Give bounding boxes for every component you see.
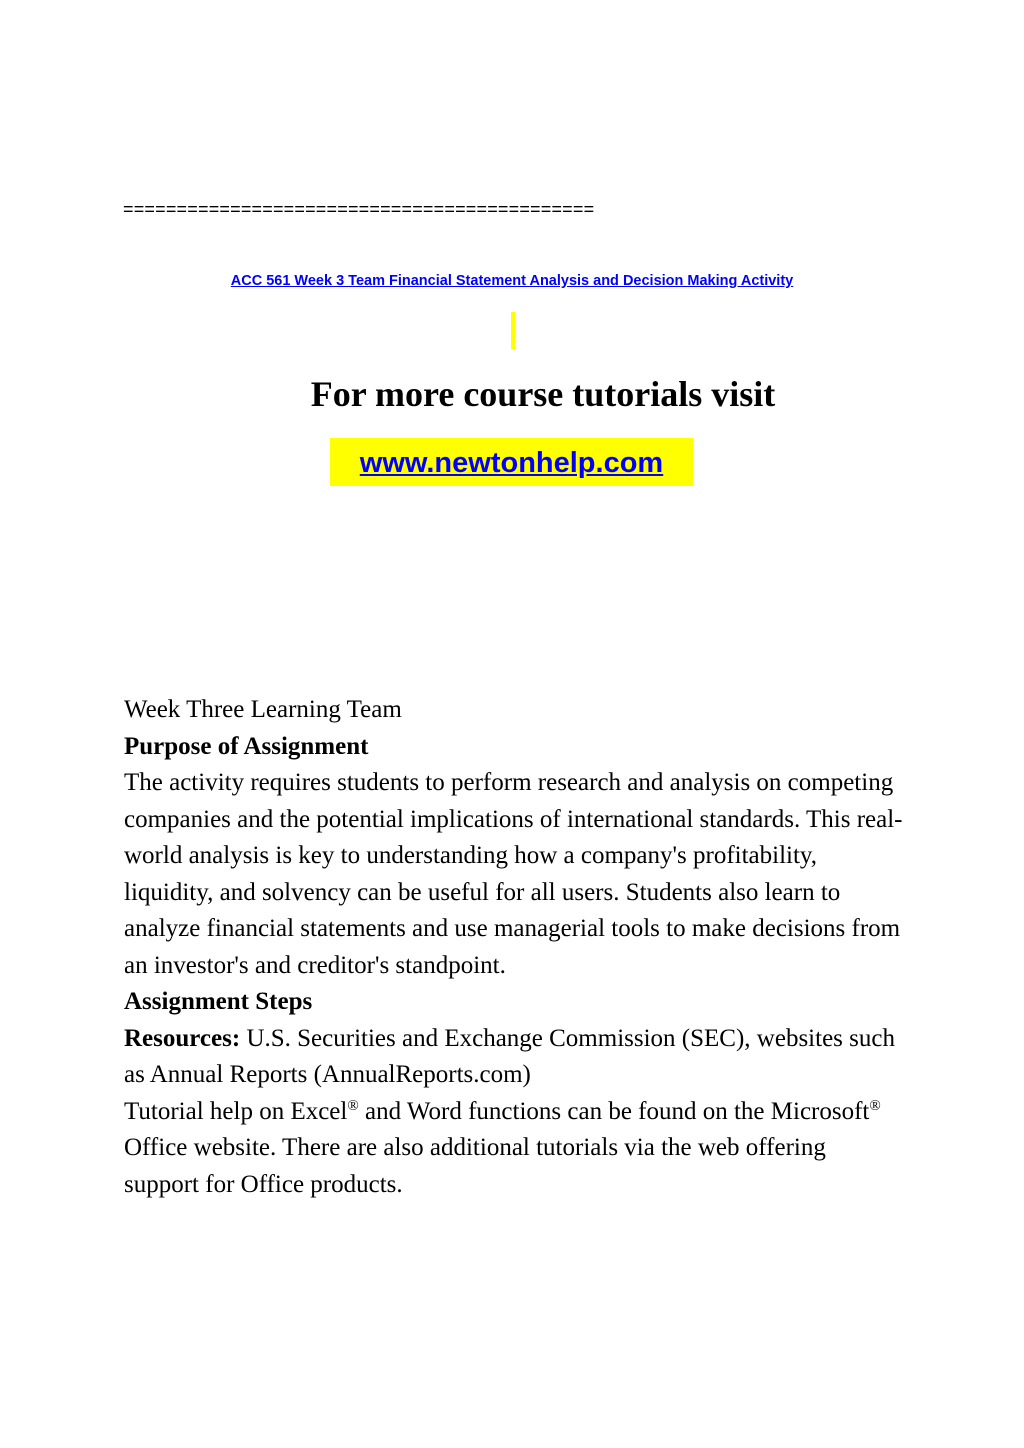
registered-mark: ® bbox=[869, 1097, 881, 1114]
separator-line: ============================================ bbox=[123, 199, 595, 219]
resources-text: U.S. Securities and Exchange Commission (SEC), websites such as Annual Reports (AnnualReports.com) bbox=[124, 1024, 895, 1088]
promo-website-link[interactable]: www.newtonhelp.com bbox=[359, 447, 664, 479]
tutorial-paragraph bbox=[124, 1094, 904, 1204]
tutorial-text-3: Office website. There are also additional tutorials via the web offering support for Office products. bbox=[124, 1134, 826, 1198]
assignment-title-anchor[interactable]: ACC 561 Week 3 Team Financial Statement Analysis and Decision Making Activity bbox=[230, 273, 794, 289]
promo-link-highlight bbox=[330, 438, 693, 486]
steps-heading: Assignment Steps bbox=[124, 988, 313, 1015]
registered-mark: ® bbox=[347, 1097, 359, 1114]
purpose-heading: Purpose of Assignment bbox=[124, 732, 369, 760]
promo-heading: For more course tutorials visit bbox=[310, 374, 776, 414]
assignment-title-link[interactable] bbox=[0, 271, 1024, 291]
tutorial-text-2: and Word functions can be found on the Microsoft bbox=[358, 1097, 870, 1125]
resources-paragraph bbox=[124, 1021, 904, 1094]
document-body bbox=[124, 692, 904, 1203]
tutorial-text-1: Tutorial help on Excel bbox=[124, 1097, 348, 1125]
intro-line: Week Three Learning Team bbox=[124, 696, 402, 723]
purpose-paragraph: The activity requires students to perform research and analysis on competing companies and the potential implications of international standards. This real-world analysis is key to understanding how a company's profitability, liquidity, and solvency can be useful for all users. Students also learn to analyze financial statements and use managerial tools to make decisions from an investor's and creditor's standpoint. bbox=[124, 769, 903, 979]
resources-label: Resources: bbox=[124, 1024, 241, 1052]
highlight-mark bbox=[511, 312, 515, 349]
